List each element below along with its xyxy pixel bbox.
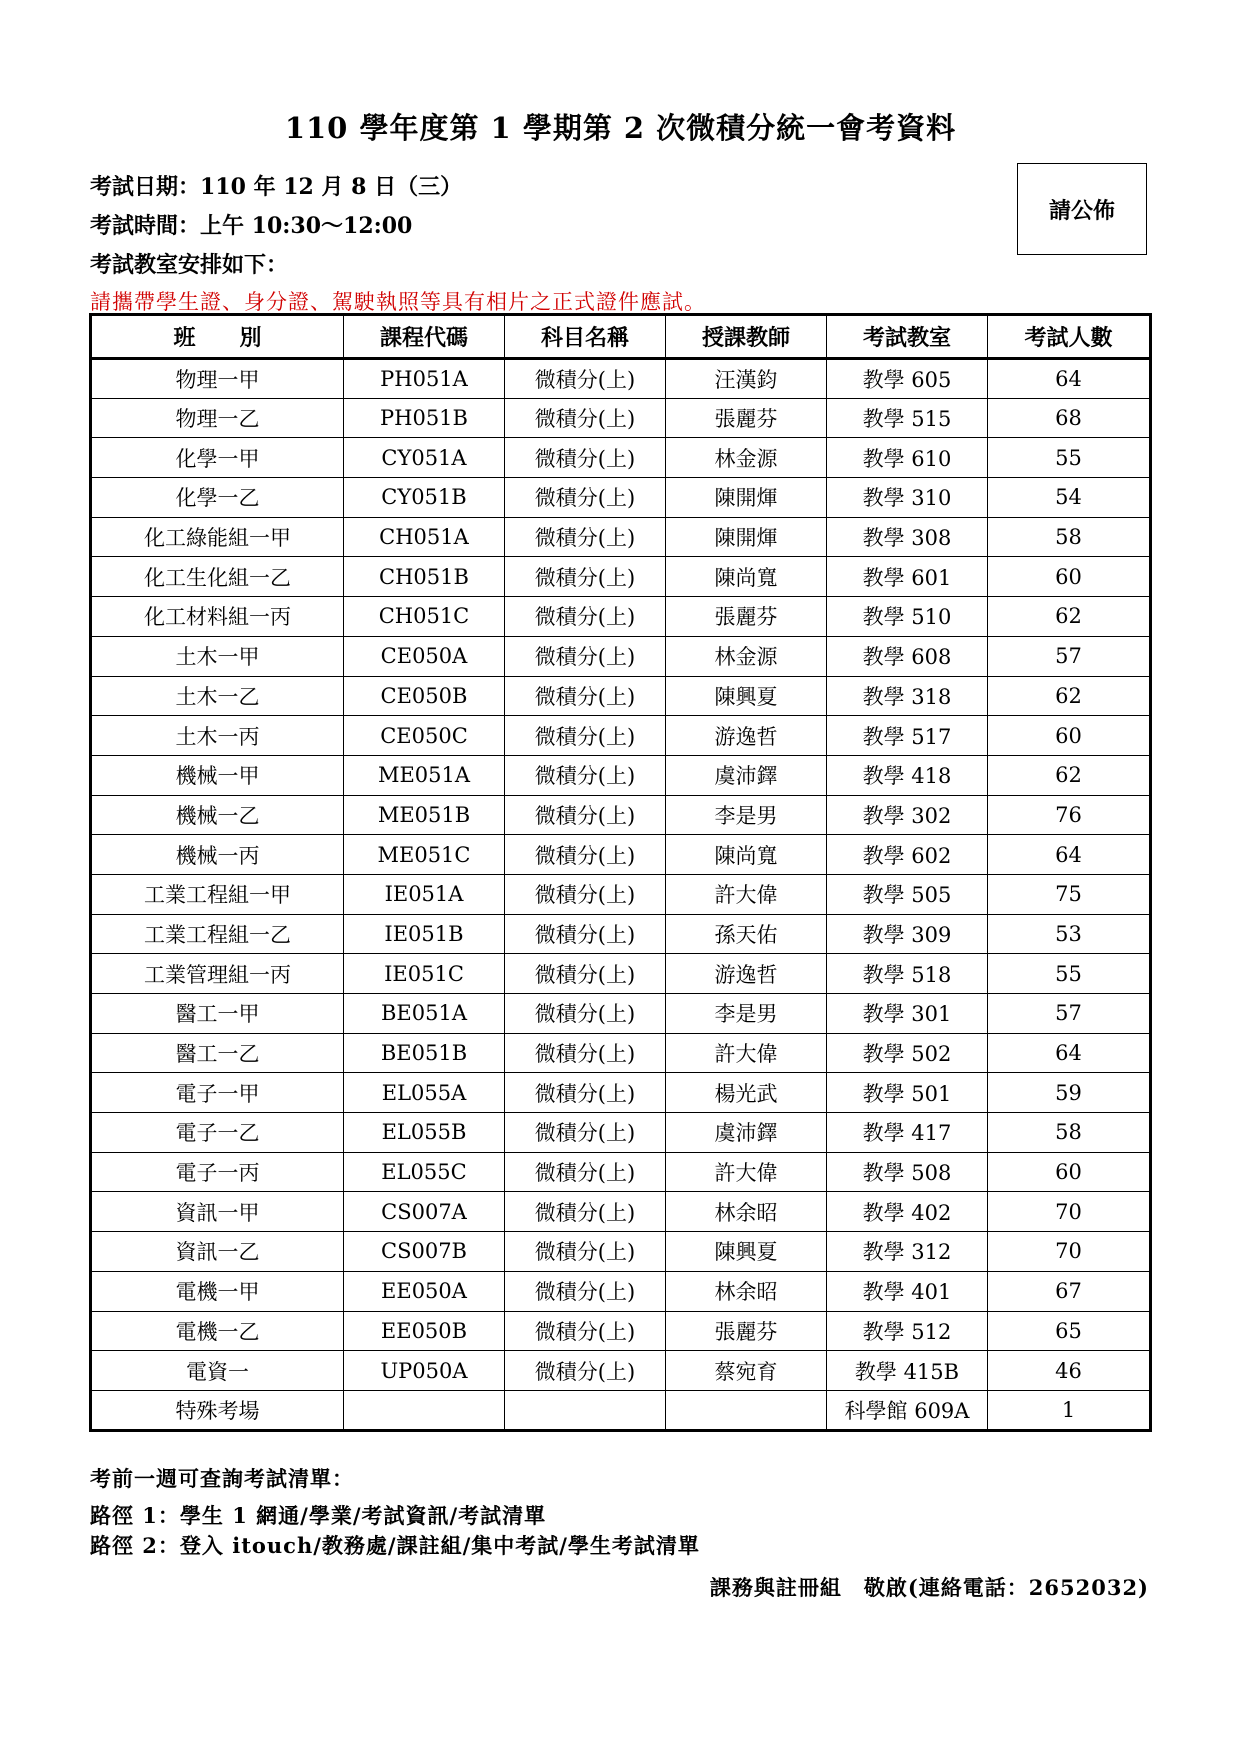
table-body xyxy=(91,359,1151,1431)
publish-stamp: 請公佈 xyxy=(1017,163,1147,255)
table-row xyxy=(91,755,1151,795)
cell-subject: 微積分(上) xyxy=(505,597,666,637)
table-row xyxy=(91,1311,1151,1351)
table-row xyxy=(91,1351,1151,1391)
table-row xyxy=(91,1192,1151,1232)
cell-teacher: 游逸哲 xyxy=(666,716,827,756)
cell-count: 68 xyxy=(988,398,1151,438)
cell-course-code: ME051B xyxy=(344,795,505,835)
header-course-code: 課程代碼 xyxy=(344,315,505,359)
cell-count: 67 xyxy=(988,1271,1151,1311)
cell-subject: 微積分(上) xyxy=(505,1232,666,1272)
cell-room: 教學 518 xyxy=(827,954,988,994)
cell-count: 70 xyxy=(988,1192,1151,1232)
cell-class: 特殊考場 xyxy=(91,1390,344,1430)
cell-class: 化工綠能組一甲 xyxy=(91,517,344,557)
cell-class: 電機一乙 xyxy=(91,1311,344,1351)
cell-subject: 微積分(上) xyxy=(505,1033,666,1073)
document-title: 110 學年度第 1 學期第 2 次微積分統一會考資料 xyxy=(284,111,957,145)
cell-course-code: CS007B xyxy=(344,1232,505,1272)
cell-class: 土木一乙 xyxy=(91,676,344,716)
cell-count: 62 xyxy=(988,755,1151,795)
cell-course-code: IE051A xyxy=(344,874,505,914)
cell-course-code: EL055A xyxy=(344,1073,505,1113)
cell-class: 電子一乙 xyxy=(91,1113,344,1153)
cell-count: 46 xyxy=(988,1351,1151,1391)
id-notice: 請攜帶學生證、身分證、駕駛執照等具有相片之正式證件應試。 xyxy=(90,290,706,314)
cell-teacher: 張麗芬 xyxy=(666,1311,827,1351)
header-subject: 科目名稱 xyxy=(505,315,666,359)
cell-subject: 微積分(上) xyxy=(505,1113,666,1153)
cell-count: 55 xyxy=(988,954,1151,994)
cell-count: 70 xyxy=(988,1232,1151,1272)
cell-course-code: EE050A xyxy=(344,1271,505,1311)
cell-class: 土木一丙 xyxy=(91,716,344,756)
cell-teacher: 張麗芬 xyxy=(666,597,827,637)
cell-subject: 微積分(上) xyxy=(505,795,666,835)
cell-teacher: 張麗芬 xyxy=(666,398,827,438)
cell-teacher: 林金源 xyxy=(666,636,827,676)
cell-subject xyxy=(505,1390,666,1430)
cell-class: 機械一甲 xyxy=(91,755,344,795)
cell-course-code: UP050A xyxy=(344,1351,505,1391)
exam-time: 考試時間：上午 10:30～12:00 xyxy=(90,213,413,239)
table-row xyxy=(91,1271,1151,1311)
table-row xyxy=(91,1390,1151,1430)
cell-count: 57 xyxy=(988,636,1151,676)
cell-teacher: 許大偉 xyxy=(666,874,827,914)
cell-course-code: IE051B xyxy=(344,914,505,954)
cell-subject: 微積分(上) xyxy=(505,676,666,716)
cell-course-code: CY051A xyxy=(344,438,505,478)
cell-class: 工業管理組一丙 xyxy=(91,954,344,994)
cell-room: 科學館 609A xyxy=(827,1390,988,1430)
table-row xyxy=(91,835,1151,875)
cell-course-code: IE051C xyxy=(344,954,505,994)
cell-room: 教學 501 xyxy=(827,1073,988,1113)
cell-class: 電子一甲 xyxy=(91,1073,344,1113)
cell-course-code: CY051B xyxy=(344,478,505,518)
cell-teacher: 李是男 xyxy=(666,795,827,835)
cell-subject: 微積分(上) xyxy=(505,1311,666,1351)
cell-class: 資訊一乙 xyxy=(91,1232,344,1272)
table-row xyxy=(91,716,1151,756)
cell-course-code: CE050C xyxy=(344,716,505,756)
cell-room: 教學 515 xyxy=(827,398,988,438)
cell-count: 64 xyxy=(988,835,1151,875)
cell-teacher: 許大偉 xyxy=(666,1033,827,1073)
table-header-row xyxy=(91,315,1151,359)
cell-teacher: 孫天佑 xyxy=(666,914,827,954)
cell-class: 工業工程組一乙 xyxy=(91,914,344,954)
table-row xyxy=(91,438,1151,478)
cell-count: 62 xyxy=(988,676,1151,716)
header-room: 考試教室 xyxy=(827,315,988,359)
table-row xyxy=(91,478,1151,518)
cell-course-code: EL055B xyxy=(344,1113,505,1153)
cell-count: 75 xyxy=(988,874,1151,914)
header-teacher: 授課教師 xyxy=(666,315,827,359)
cell-course-code: PH051A xyxy=(344,359,505,399)
cell-room: 教學 510 xyxy=(827,597,988,637)
cell-count: 58 xyxy=(988,517,1151,557)
table-row xyxy=(91,1033,1151,1073)
cell-course-code: EE050B xyxy=(344,1311,505,1351)
cell-room: 教學 418 xyxy=(827,755,988,795)
cell-subject: 微積分(上) xyxy=(505,914,666,954)
table-row xyxy=(91,1152,1151,1192)
exam-date: 考試日期：110 年 12 月 8 日（三） xyxy=(90,174,463,200)
cell-teacher: 蔡宛育 xyxy=(666,1351,827,1391)
cell-room: 教學 502 xyxy=(827,1033,988,1073)
cell-course-code: CH051A xyxy=(344,517,505,557)
cell-class: 機械一丙 xyxy=(91,835,344,875)
table-row xyxy=(91,874,1151,914)
cell-room: 教學 517 xyxy=(827,716,988,756)
table-row xyxy=(91,795,1151,835)
cell-subject: 微積分(上) xyxy=(505,874,666,914)
query-path-2: 路徑 2：登入 itouch/教務處/課註組/集中考試/學生考試清單 xyxy=(90,1533,700,1558)
cell-teacher xyxy=(666,1390,827,1430)
cell-room: 教學 508 xyxy=(827,1152,988,1192)
cell-class: 資訊一甲 xyxy=(91,1192,344,1232)
cell-room: 教學 308 xyxy=(827,517,988,557)
cell-room: 教學 505 xyxy=(827,874,988,914)
table-row xyxy=(91,557,1151,597)
cell-course-code: CS007A xyxy=(344,1192,505,1232)
cell-room: 教學 601 xyxy=(827,557,988,597)
cell-teacher: 陳開煇 xyxy=(666,478,827,518)
cell-count: 57 xyxy=(988,994,1151,1034)
table-row xyxy=(91,597,1151,637)
cell-room: 教學 608 xyxy=(827,636,988,676)
cell-course-code: CE050A xyxy=(344,636,505,676)
cell-class: 醫工一乙 xyxy=(91,1033,344,1073)
cell-teacher: 林金源 xyxy=(666,438,827,478)
cell-teacher: 陳尚寬 xyxy=(666,557,827,597)
header-class: 班 別 xyxy=(91,315,344,359)
cell-count: 1 xyxy=(988,1390,1151,1430)
cell-course-code: ME051A xyxy=(344,755,505,795)
cell-count: 58 xyxy=(988,1113,1151,1153)
cell-room: 教學 417 xyxy=(827,1113,988,1153)
cell-room: 教學 310 xyxy=(827,478,988,518)
cell-class: 土木一甲 xyxy=(91,636,344,676)
cell-count: 76 xyxy=(988,795,1151,835)
cell-subject: 微積分(上) xyxy=(505,1152,666,1192)
cell-room: 教學 302 xyxy=(827,795,988,835)
table-row xyxy=(91,1073,1151,1113)
cell-class: 電子一丙 xyxy=(91,1152,344,1192)
cell-count: 60 xyxy=(988,557,1151,597)
cell-room: 教學 512 xyxy=(827,1311,988,1351)
cell-count: 53 xyxy=(988,914,1151,954)
cell-room: 教學 318 xyxy=(827,676,988,716)
cell-class: 化學一甲 xyxy=(91,438,344,478)
cell-class: 醫工一甲 xyxy=(91,994,344,1034)
cell-teacher: 陳開煇 xyxy=(666,517,827,557)
cell-teacher: 陳興夏 xyxy=(666,1232,827,1272)
cell-teacher: 虞沛鐸 xyxy=(666,1113,827,1153)
cell-teacher: 林余昭 xyxy=(666,1192,827,1232)
cell-course-code: CH051B xyxy=(344,557,505,597)
cell-room: 教學 301 xyxy=(827,994,988,1034)
cell-class: 化工生化組一乙 xyxy=(91,557,344,597)
table-row xyxy=(91,398,1151,438)
cell-count: 64 xyxy=(988,359,1151,399)
cell-class: 電資一 xyxy=(91,1351,344,1391)
cell-class: 物理一乙 xyxy=(91,398,344,438)
cell-course-code: PH051B xyxy=(344,398,505,438)
table-row xyxy=(91,359,1151,399)
cell-teacher: 李是男 xyxy=(666,994,827,1034)
table-row xyxy=(91,636,1151,676)
cell-subject: 微積分(上) xyxy=(505,716,666,756)
table-row xyxy=(91,517,1151,557)
cell-subject: 微積分(上) xyxy=(505,398,666,438)
cell-room: 教學 610 xyxy=(827,438,988,478)
cell-room: 教學 401 xyxy=(827,1271,988,1311)
table-row xyxy=(91,914,1151,954)
cell-teacher: 楊光武 xyxy=(666,1073,827,1113)
cell-teacher: 汪漢鈞 xyxy=(666,359,827,399)
cell-teacher: 林余昭 xyxy=(666,1271,827,1311)
query-path-1: 路徑 1：學生 1 網通/學業/考試資訊/考試清單 xyxy=(90,1503,547,1528)
table-row xyxy=(91,1232,1151,1272)
cell-teacher: 虞沛鐸 xyxy=(666,755,827,795)
cell-subject: 微積分(上) xyxy=(505,1271,666,1311)
cell-teacher: 許大偉 xyxy=(666,1152,827,1192)
cell-count: 60 xyxy=(988,716,1151,756)
cell-subject: 微積分(上) xyxy=(505,755,666,795)
cell-teacher: 陳興夏 xyxy=(666,676,827,716)
cell-room: 教學 605 xyxy=(827,359,988,399)
cell-room: 教學 312 xyxy=(827,1232,988,1272)
signature: 課務與註冊組 敬啟(連絡電話：2652032) xyxy=(709,1575,1149,1600)
table-row xyxy=(91,676,1151,716)
query-title: 考前一週可查詢考試清單： xyxy=(90,1466,354,1491)
header-count: 考試人數 xyxy=(988,315,1151,359)
cell-course-code xyxy=(344,1390,505,1430)
cell-subject: 微積分(上) xyxy=(505,438,666,478)
cell-subject: 微積分(上) xyxy=(505,636,666,676)
cell-subject: 微積分(上) xyxy=(505,478,666,518)
cell-course-code: BE051A xyxy=(344,994,505,1034)
exam-schedule-table xyxy=(89,313,1152,1432)
cell-room: 教學 309 xyxy=(827,914,988,954)
cell-class: 電機一甲 xyxy=(91,1271,344,1311)
cell-subject: 微積分(上) xyxy=(505,557,666,597)
table-row xyxy=(91,954,1151,994)
cell-subject: 微積分(上) xyxy=(505,517,666,557)
cell-subject: 微積分(上) xyxy=(505,954,666,994)
table-row xyxy=(91,1113,1151,1153)
cell-class: 物理一甲 xyxy=(91,359,344,399)
cell-subject: 微積分(上) xyxy=(505,359,666,399)
cell-subject: 微積分(上) xyxy=(505,1073,666,1113)
cell-teacher: 游逸哲 xyxy=(666,954,827,994)
cell-course-code: ME051C xyxy=(344,835,505,875)
rooms-intro: 考試教室安排如下： xyxy=(90,252,289,278)
cell-count: 54 xyxy=(988,478,1151,518)
cell-room: 教學 602 xyxy=(827,835,988,875)
cell-count: 64 xyxy=(988,1033,1151,1073)
cell-count: 55 xyxy=(988,438,1151,478)
cell-subject: 微積分(上) xyxy=(505,835,666,875)
cell-course-code: EL055C xyxy=(344,1152,505,1192)
cell-class: 化學一乙 xyxy=(91,478,344,518)
cell-count: 60 xyxy=(988,1152,1151,1192)
cell-teacher: 陳尚寬 xyxy=(666,835,827,875)
cell-count: 62 xyxy=(988,597,1151,637)
cell-course-code: CH051C xyxy=(344,597,505,637)
cell-room: 教學 415B xyxy=(827,1351,988,1391)
cell-class: 化工材料組一丙 xyxy=(91,597,344,637)
cell-subject: 微積分(上) xyxy=(505,1192,666,1232)
cell-course-code: CE050B xyxy=(344,676,505,716)
cell-count: 59 xyxy=(988,1073,1151,1113)
cell-subject: 微積分(上) xyxy=(505,1351,666,1391)
cell-room: 教學 402 xyxy=(827,1192,988,1232)
cell-course-code: BE051B xyxy=(344,1033,505,1073)
cell-subject: 微積分(上) xyxy=(505,994,666,1034)
cell-class: 機械一乙 xyxy=(91,795,344,835)
table-row xyxy=(91,994,1151,1034)
cell-count: 65 xyxy=(988,1311,1151,1351)
cell-class: 工業工程組一甲 xyxy=(91,874,344,914)
